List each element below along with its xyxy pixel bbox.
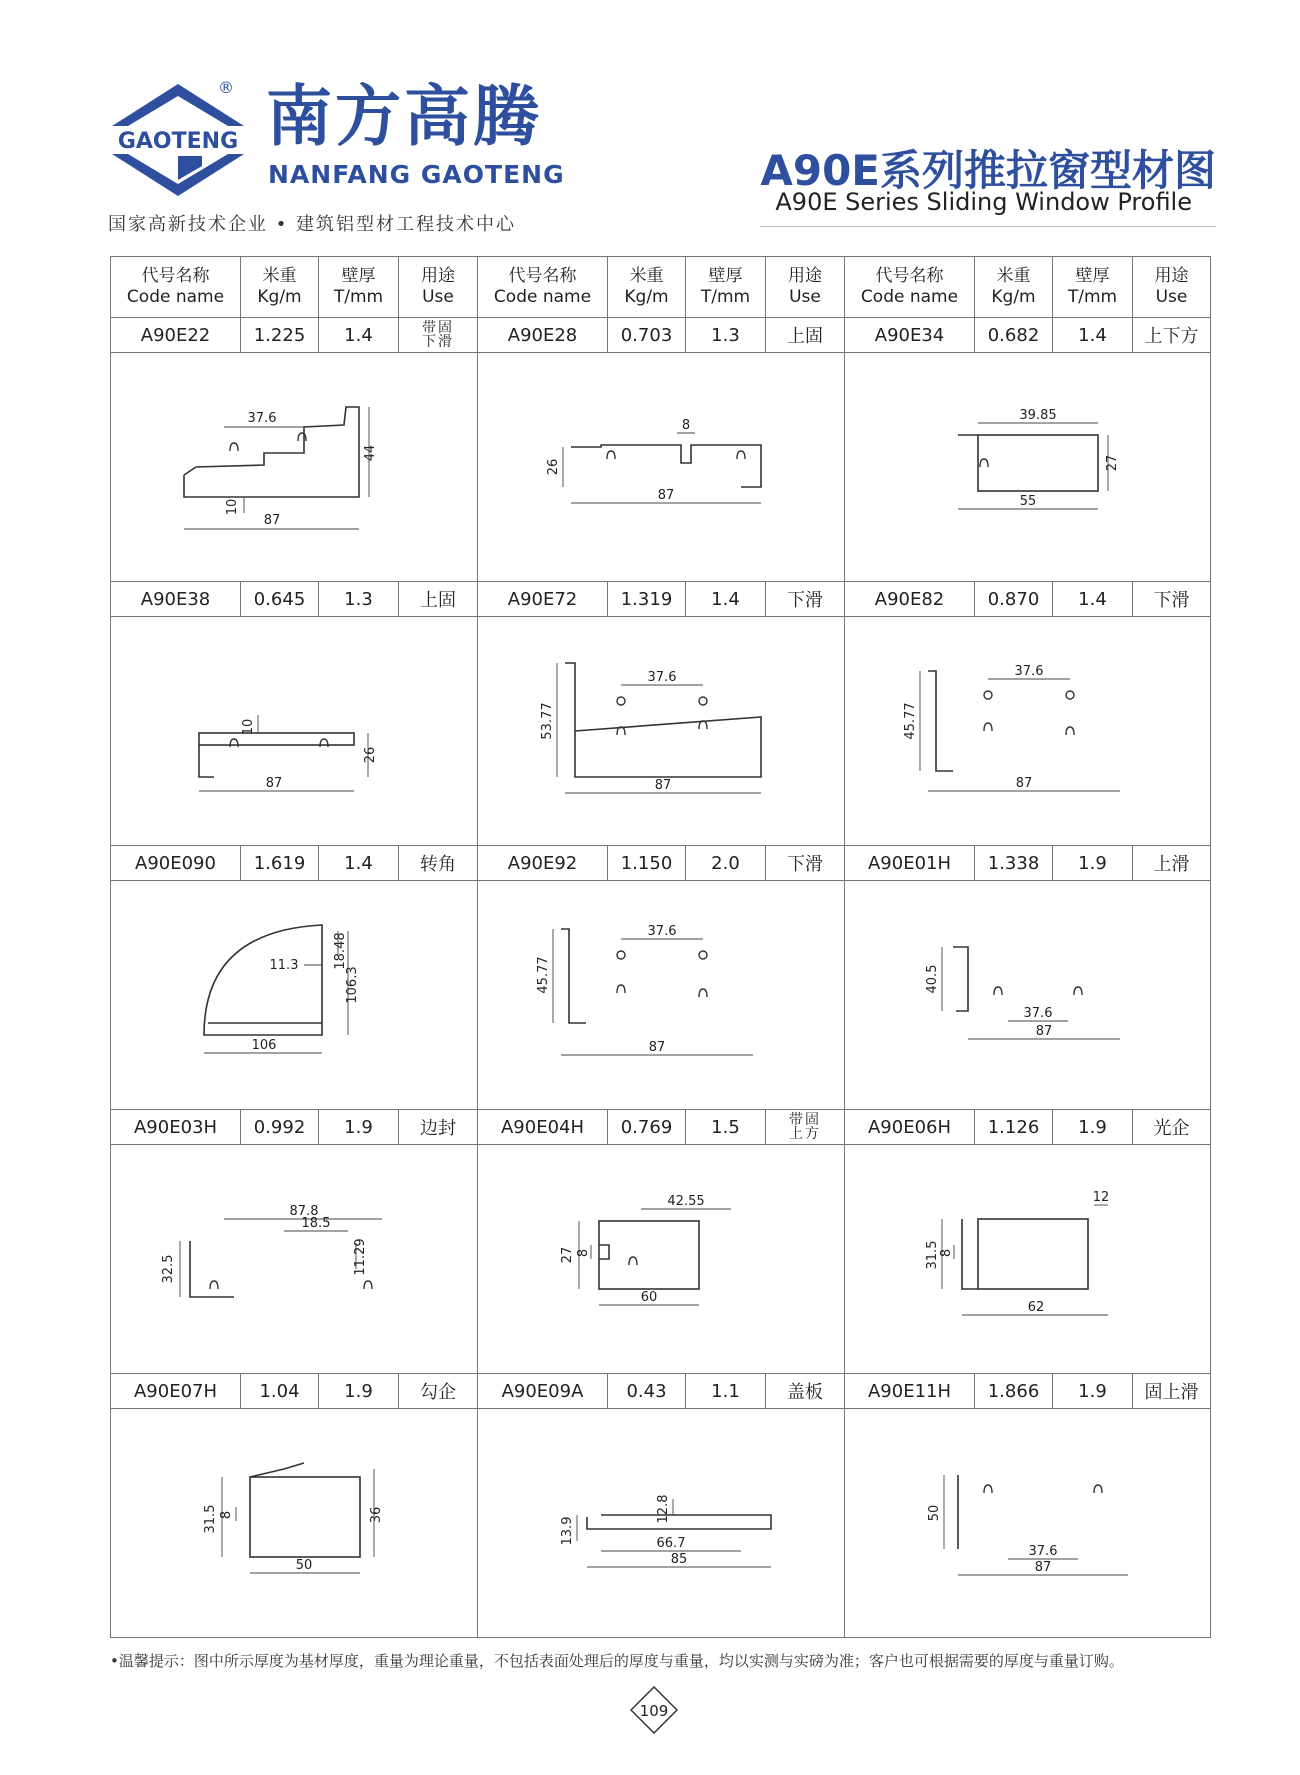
- profile-code: A90E34: [845, 318, 975, 353]
- profile-drawing-cell: [845, 1145, 1211, 1374]
- profile-use: 固上滑: [1133, 1374, 1211, 1409]
- page-title-en: A90E Series Sliding Window Profile: [775, 188, 1192, 216]
- dimension-label: 62: [1027, 1300, 1044, 1315]
- profile-section-drawing: [858, 1423, 1198, 1623]
- profile-thickness: 1.4: [319, 318, 399, 353]
- brand-tagline: 国家高新技术企业 • 建筑铝型材工程技术中心: [108, 214, 517, 235]
- profile-section-drawing: [124, 1423, 464, 1623]
- profile-info-row: [111, 846, 1211, 881]
- dimension-label: 27: [1104, 454, 1120, 472]
- profile-section-drawing: [124, 1159, 464, 1359]
- profile-thickness: 2.0: [686, 846, 766, 881]
- profile-info-row: [111, 1110, 1211, 1145]
- brand-name-cn: 南方高腾: [266, 78, 542, 155]
- profile-use: 带固 下滑: [399, 318, 478, 353]
- profile-section-drawing: [491, 367, 831, 567]
- dimension-label: 87: [657, 488, 675, 503]
- profile-drawing-row: [111, 881, 1211, 1110]
- profile-drawing-row: [111, 1409, 1211, 1638]
- dimension-label: 37.6: [647, 670, 677, 685]
- header-code: 代号名称 Code name: [845, 257, 975, 318]
- gaoteng-logo: [108, 80, 248, 198]
- dimension-label: 87: [1035, 1024, 1052, 1039]
- dimension-label: 87: [263, 513, 281, 528]
- profile-weight: 0.682: [975, 318, 1053, 353]
- header-weight: 米重 Kg/m: [241, 257, 319, 318]
- dimension-label: 18.5: [301, 1216, 331, 1231]
- dimension-label: 50: [295, 1558, 313, 1573]
- profile-thickness: 1.1: [686, 1374, 766, 1409]
- dimension-label: 87: [1034, 1560, 1051, 1575]
- profile-section-drawing: [124, 895, 464, 1095]
- dimension-label: 8: [938, 1248, 954, 1258]
- dimension-label: 27: [560, 1246, 575, 1264]
- header-weight: 米重 Kg/m: [608, 257, 686, 318]
- page-number-badge: [630, 1686, 678, 1734]
- header-use: 用途 Use: [1133, 257, 1211, 318]
- dimension-label: 87: [654, 778, 672, 793]
- header-row: [111, 257, 1211, 318]
- header-code: 代号名称 Code name: [478, 257, 608, 318]
- dimension-label: 8: [681, 418, 691, 433]
- profile-drawing-cell: [845, 353, 1211, 582]
- profile-section-drawing: [491, 1159, 831, 1359]
- profile-code: A90E04H: [478, 1110, 608, 1145]
- dimension-label: 26: [546, 458, 561, 476]
- profile-section-drawing: [124, 631, 464, 831]
- dimension-label: 12.8: [656, 1494, 671, 1524]
- profile-section-drawing: [124, 367, 464, 567]
- profile-code: A90E07H: [111, 1374, 241, 1409]
- profile-drawing-cell: [111, 353, 478, 582]
- profile-use: 带固 上方: [766, 1110, 845, 1145]
- svg-text:GAOTENG: GAOTENG: [117, 129, 239, 154]
- profile-drawing-cell: [111, 1145, 478, 1374]
- profile-code: A90E72: [478, 582, 608, 617]
- dimension-label: 55: [1019, 494, 1036, 509]
- dimension-label: 12: [1092, 1190, 1109, 1205]
- header-use: 用途 Use: [766, 257, 845, 318]
- profile-weight: 1.126: [975, 1110, 1053, 1145]
- dimension-label: 37.6: [247, 411, 277, 426]
- profile-use: 上固: [399, 582, 478, 617]
- profile-code: A90E03H: [111, 1110, 241, 1145]
- profile-section-drawing: [491, 895, 831, 1095]
- profile-thickness: 1.9: [1053, 1374, 1133, 1409]
- svg-text:109: 109: [639, 1702, 669, 1720]
- profile-use: 上固: [766, 318, 845, 353]
- profile-table: [110, 256, 1210, 1632]
- header-weight: 米重 Kg/m: [975, 257, 1053, 318]
- dimension-label: 53.77: [540, 702, 555, 740]
- profile-use: 下滑: [766, 846, 845, 881]
- profile-section-drawing: [858, 895, 1198, 1095]
- profile-section-drawing: [858, 367, 1198, 567]
- profile-thickness: 1.4: [1053, 318, 1133, 353]
- profile-use: 下滑: [766, 582, 845, 617]
- profile-code: A90E22: [111, 318, 241, 353]
- profile-thickness: 1.4: [1053, 582, 1133, 617]
- dimension-label: 10: [241, 718, 256, 736]
- profile-drawing-row: [111, 1145, 1211, 1374]
- profile-thickness: 1.9: [319, 1374, 399, 1409]
- profile-info-row: [111, 1374, 1211, 1409]
- profile-drawing-cell: [478, 881, 845, 1110]
- profile-thickness: 1.3: [319, 582, 399, 617]
- profile-drawing-cell: [478, 353, 845, 582]
- profile-weight: 0.870: [975, 582, 1053, 617]
- profile-drawing-cell: [845, 1409, 1211, 1638]
- profile-weight: 0.703: [608, 318, 686, 353]
- title-divider: [760, 226, 1216, 227]
- header-use: 用途 Use: [399, 257, 478, 318]
- dimension-label: 37.6: [1023, 1006, 1052, 1021]
- profile-section-drawing: [491, 631, 831, 831]
- profile-drawing-cell: [111, 1409, 478, 1638]
- dimension-label: 87.8: [289, 1204, 319, 1219]
- profile-drawing-row: [111, 617, 1211, 846]
- profile-thickness: 1.9: [1053, 846, 1133, 881]
- dimension-label: 11.29: [353, 1238, 368, 1276]
- profile-use: 转角: [399, 846, 478, 881]
- dimension-label: 31.5: [203, 1504, 218, 1534]
- profile-drawing-row: [111, 353, 1211, 582]
- footer-note: •温馨提示：图中所示厚度为基材厚度，重量为理论重量，不包括表面处理后的厚度与重量，均以实测与实磅为准；客户也可根据需要的厚度与重量订购。: [110, 1652, 1124, 1670]
- profile-weight: 1.319: [608, 582, 686, 617]
- profile-use: 上下方: [1133, 318, 1211, 353]
- dimension-label: 87: [648, 1040, 666, 1055]
- dimension-label: 18.48: [333, 932, 348, 970]
- profile-thickness: 1.9: [319, 1110, 399, 1145]
- dimension-label: 45.77: [536, 956, 551, 994]
- dimension-label: 8: [219, 1510, 234, 1520]
- dimension-label: 31.5: [924, 1240, 940, 1270]
- dimension-label: 37.6: [1014, 664, 1043, 679]
- dimension-label: 87: [265, 776, 283, 791]
- dimension-label: 60: [640, 1290, 658, 1305]
- profile-section-drawing: [858, 631, 1198, 831]
- dimension-label: 42.55: [667, 1194, 705, 1209]
- profile-drawing-cell: [111, 881, 478, 1110]
- profile-thickness: 1.4: [686, 582, 766, 617]
- profile-thickness: 1.4: [319, 846, 399, 881]
- dimension-label: 44: [363, 444, 378, 462]
- profile-weight: 0.43: [608, 1374, 686, 1409]
- profile-drawing-cell: [845, 881, 1211, 1110]
- profile-code: A90E38: [111, 582, 241, 617]
- profile-weight: 1.866: [975, 1374, 1053, 1409]
- dimension-label: 85: [670, 1552, 688, 1567]
- profile-use: 盖板: [766, 1374, 845, 1409]
- dimension-label: 45.77: [902, 702, 918, 740]
- dimension-label: 106.3: [345, 966, 360, 1004]
- header-code: 代号名称 Code name: [111, 257, 241, 318]
- profile-weight: 0.769: [608, 1110, 686, 1145]
- profile-info-row: [111, 582, 1211, 617]
- profile-drawing-cell: [478, 617, 845, 846]
- profile-section-drawing: [858, 1159, 1198, 1359]
- profile-weight: 1.04: [241, 1374, 319, 1409]
- profile-code: A90E090: [111, 846, 241, 881]
- dimension-label: 11.3: [269, 958, 299, 973]
- profile-info-row: [111, 318, 1211, 353]
- profile-drawing-cell: [478, 1145, 845, 1374]
- profile-drawing-cell: [845, 617, 1211, 846]
- dimension-label: 66.7: [656, 1536, 686, 1551]
- profile-use: 勾企: [399, 1374, 478, 1409]
- profile-section-drawing: [491, 1423, 831, 1623]
- dimension-label: 32.5: [161, 1254, 176, 1284]
- dimension-label: 50: [926, 1504, 942, 1522]
- header-thickness: 壁厚 T/mm: [319, 257, 399, 318]
- profile-thickness: 1.3: [686, 318, 766, 353]
- profile-code: A90E01H: [845, 846, 975, 881]
- profile-thickness: 1.9: [1053, 1110, 1133, 1145]
- dimension-label: 40.5: [924, 964, 940, 994]
- profile-use: 上滑: [1133, 846, 1211, 881]
- profile-weight: 1.150: [608, 846, 686, 881]
- profile-code: A90E28: [478, 318, 608, 353]
- dimension-label: 10: [225, 498, 240, 516]
- dimension-label: 13.9: [560, 1516, 575, 1546]
- page-title-cn: A90E系列推拉窗型材图: [760, 146, 1216, 195]
- profile-weight: 0.645: [241, 582, 319, 617]
- brand-name-en: NANFANG GAOTENG: [268, 160, 565, 189]
- dimension-label: 26: [363, 746, 378, 764]
- profile-use: 光企: [1133, 1110, 1211, 1145]
- profile-code: A90E06H: [845, 1110, 975, 1145]
- header-thickness: 壁厚 T/mm: [686, 257, 766, 318]
- profile-drawing-cell: [111, 617, 478, 846]
- dimension-label: 8: [576, 1248, 591, 1258]
- profile-weight: 1.338: [975, 846, 1053, 881]
- header-thickness: 壁厚 T/mm: [1053, 257, 1133, 318]
- dimension-label: 106: [251, 1038, 277, 1053]
- profile-code: A90E09A: [478, 1374, 608, 1409]
- dimension-label: 37.6: [1028, 1544, 1057, 1559]
- profile-weight: 0.992: [241, 1110, 319, 1145]
- profile-weight: 1.225: [241, 318, 319, 353]
- dimension-label: 87: [1015, 776, 1032, 791]
- profile-code: A90E92: [478, 846, 608, 881]
- profile-use: 边封: [399, 1110, 478, 1145]
- profile-weight: 1.619: [241, 846, 319, 881]
- dimension-label: 39.85: [1018, 408, 1057, 423]
- dimension-label: 37.6: [647, 924, 677, 939]
- profile-drawing-cell: [478, 1409, 845, 1638]
- profile-code: A90E11H: [845, 1374, 975, 1409]
- profile-use: 下滑: [1133, 582, 1211, 617]
- profile-thickness: 1.5: [686, 1110, 766, 1145]
- dimension-label: 36: [369, 1506, 384, 1524]
- registered-mark: ®: [218, 78, 234, 97]
- profile-code: A90E82: [845, 582, 975, 617]
